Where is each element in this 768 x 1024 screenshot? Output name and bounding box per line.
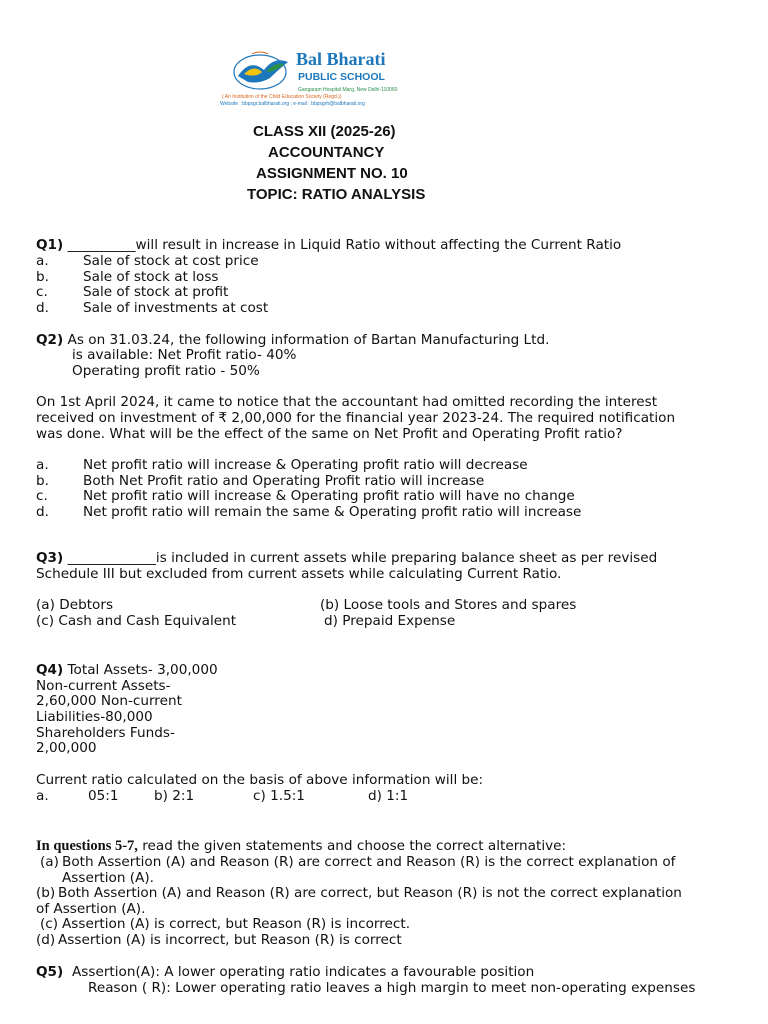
q4-data-line: 2,00,000 — [36, 740, 97, 756]
q4-data-line: Shareholders Funds- — [36, 725, 175, 741]
q4-question: Current ratio calculated on the basis of above information will be: — [36, 772, 484, 788]
school-name: Bal Bharati — [296, 49, 386, 69]
instructions-rest: read the given statements and choose the correct alternative: — [137, 838, 567, 854]
q3-option-a: (a) Debtors — [36, 597, 114, 613]
question-number: Q2) — [36, 332, 64, 348]
assignment-title: ASSIGNMENT NO. 10 — [256, 165, 408, 182]
q1-option-a: a. Sale of stock at cost price — [36, 253, 259, 269]
q3-option-b: (b) Loose tools and Stores and spares — [320, 597, 577, 613]
q1-option-b: b. Sale of stock at loss — [36, 269, 219, 285]
q4-option-b: b) 2:1 — [154, 788, 195, 804]
q2-paragraph-line: received on investment of ₹ 2,00,000 for the financial year 2023-24. The required notification — [36, 410, 676, 426]
school-logo — [218, 46, 418, 106]
q1-option-c: c. Sale of stock at profit — [36, 284, 229, 300]
instruction-b: (b) Both Assertion (A) and Reason (R) are correct, but Reason (R) is not the correct explanation — [36, 885, 682, 901]
school-society: ( An Institution of the Child Education Society (Regd.)) — [222, 94, 342, 100]
question-1 — [36, 238, 621, 254]
q3-option-d: d) Prepaid Expense — [324, 613, 456, 629]
q3-text-line: Schedule III but excluded from current assets while calculating Current Ratio. — [36, 566, 562, 582]
blank: _____________ — [67, 550, 156, 566]
question-4 — [36, 663, 218, 679]
q2-option-d: d. Net profit ratio will remain the same & Operating profit ratio will increase — [36, 504, 582, 520]
instruction-d: (d) Assertion (A) is incorrect, but Reason (R) is correct — [36, 932, 402, 948]
instruction-c: (c) Assertion (A) is correct, but Reason (R) is incorrect. — [40, 916, 411, 932]
q2-info-line: is available: Net Profit ratio- 40% — [72, 347, 297, 363]
question-text: is included in current assets while preparing balance sheet as per revised — [155, 550, 658, 566]
q2-option-a: a. Net profit ratio will increase & Operating profit ratio will decrease — [36, 457, 528, 473]
instructions-heading — [36, 839, 566, 855]
school-address: Gangaram Hospital Marg, New Delhi-110060 — [298, 87, 398, 93]
q2-paragraph-line: was done. What will be the effect of the same on Net Profit and Operating Profit ratio? — [36, 426, 623, 442]
q2-info-line: Operating profit ratio - 50% — [72, 363, 260, 379]
question-number: Q1) — [36, 237, 64, 253]
q2-paragraph-line: On 1st April 2024, it came to notice that the accountant had omitted recording the interest — [36, 394, 658, 410]
q4-option-c: c) 1.5:1 — [253, 788, 305, 804]
q4-data-line: Liabilities-80,000 — [36, 709, 153, 725]
instructions-lead: In questions 5-7, — [36, 838, 138, 854]
question-text: As on 31.03.24, the following information of Bartan Manufacturing Ltd. — [63, 332, 550, 348]
q4-data-line: 2,60,000 Non-current — [36, 693, 182, 709]
q2-option-b: b. Both Net Profit ratio and Operating Profit ratio will increase — [36, 473, 485, 489]
question-3 — [36, 551, 657, 567]
question-number: Q3) — [36, 550, 64, 566]
question-number: Q4) — [36, 662, 64, 678]
school-emblem-icon — [230, 48, 298, 96]
q3-option-c: (c) Cash and Cash Equivalent — [36, 613, 237, 629]
q1-option-d: d. Sale of investments at cost — [36, 300, 269, 316]
question-5 — [36, 965, 534, 981]
q5-reason: Reason ( R): Lower operating ratio leaves a high margin to meet non-operating expenses — [88, 980, 696, 996]
instruction-a-cont: Assertion (A). — [62, 870, 155, 886]
q4-option-a: 05:1 — [88, 788, 119, 804]
q4-data-line: Non-current Assets- — [36, 678, 171, 694]
question-number: Q5) — [36, 964, 64, 980]
school-website: Website : bbpsgr.balbharati.org ; e-mail : bbpsgrh@balbharati.org — [220, 101, 365, 107]
assertion-text: Assertion(A): A lower operating ratio indicates a favourable position — [72, 964, 535, 980]
instruction-a: (a) Both Assertion (A) and Reason (R) are correct and Reason (R) is the correct explanation of — [40, 854, 676, 870]
q4-option-d: d) 1:1 — [368, 788, 409, 804]
instruction-b-cont: of Assertion (A). — [36, 901, 146, 917]
q4-option-a-key: a. — [36, 788, 49, 804]
question-text: Total Assets- 3,00,000 — [63, 662, 218, 678]
question-text: will result in increase in Liquid Ratio without affecting the Current Ratio — [135, 237, 622, 253]
subject-title: ACCOUNTANCY — [268, 144, 385, 161]
school-type: PUBLIC SCHOOL — [298, 71, 385, 83]
blank: __________ — [67, 237, 136, 253]
class-line: CLASS XII (2025-26) — [253, 123, 396, 140]
topic-title: TOPIC: RATIO ANALYSIS — [247, 186, 426, 203]
q2-option-c: c. Net profit ratio will increase & Operating profit ratio will have no change — [36, 488, 575, 504]
